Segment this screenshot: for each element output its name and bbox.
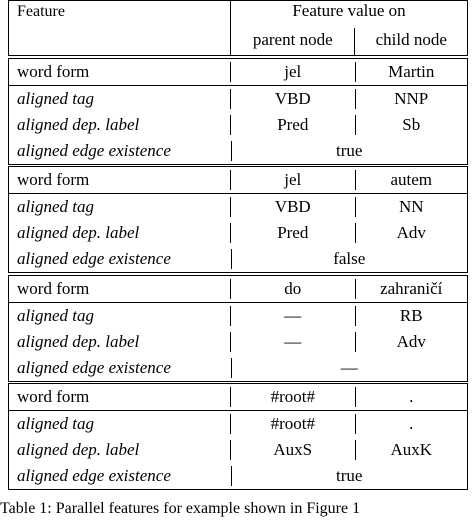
table-row bbox=[9, 437, 467, 463]
table-row bbox=[9, 167, 467, 194]
table-row bbox=[9, 355, 467, 381]
merged-value: true bbox=[231, 141, 467, 161]
parent-value: jel bbox=[230, 62, 354, 82]
table-row bbox=[9, 138, 467, 164]
child-value: Adv bbox=[355, 223, 468, 243]
row-label: aligned dep. label bbox=[17, 332, 140, 351]
child-value: . bbox=[355, 414, 468, 434]
child-value: Sb bbox=[355, 115, 468, 135]
merged-value: true bbox=[231, 466, 467, 486]
row-label: aligned tag bbox=[17, 89, 94, 108]
table-row bbox=[9, 329, 467, 355]
row-label: aligned tag bbox=[17, 414, 94, 433]
table-header bbox=[8, 0, 468, 56]
child-value: NNP bbox=[355, 89, 468, 109]
parent-value: do bbox=[230, 279, 354, 299]
table-block-4 bbox=[8, 383, 468, 490]
parent-value: Pred bbox=[230, 115, 354, 135]
row-label: word form bbox=[17, 62, 90, 81]
header-feature: Feature bbox=[17, 3, 65, 20]
parent-value: VBD bbox=[230, 89, 354, 109]
row-label: aligned edge existence bbox=[17, 249, 171, 268]
row-label: aligned edge existence bbox=[17, 466, 171, 485]
parent-value: — bbox=[230, 332, 354, 352]
header-parent: parent node bbox=[252, 30, 333, 49]
child-value: Adv bbox=[355, 332, 468, 352]
parent-value: #root# bbox=[230, 414, 354, 434]
parent-value: jel bbox=[230, 170, 354, 190]
row-label: aligned dep. label bbox=[17, 440, 140, 459]
row-label: aligned tag bbox=[17, 197, 94, 216]
header-child: child node bbox=[354, 28, 467, 55]
parent-value: VBD bbox=[230, 197, 354, 217]
child-value: autem bbox=[355, 170, 468, 190]
row-label: aligned edge existence bbox=[17, 358, 171, 377]
table-row bbox=[9, 86, 467, 112]
child-value: . bbox=[355, 387, 468, 407]
child-value: NN bbox=[355, 197, 468, 217]
table-row bbox=[9, 411, 467, 437]
parent-value: Pred bbox=[230, 223, 354, 243]
table-row bbox=[9, 463, 467, 489]
table-row bbox=[9, 59, 467, 86]
header-value-group bbox=[230, 1, 467, 55]
table-block-1 bbox=[8, 58, 468, 165]
parent-value: AuxS bbox=[230, 440, 354, 460]
row-label: aligned dep. label bbox=[17, 115, 140, 134]
parent-value: — bbox=[230, 306, 354, 326]
child-value: AuxK bbox=[355, 440, 468, 460]
table-row bbox=[9, 194, 467, 220]
child-value: Martin bbox=[355, 62, 468, 82]
table-row bbox=[9, 220, 467, 246]
row-label: aligned tag bbox=[17, 306, 94, 325]
table-row bbox=[9, 303, 467, 329]
table-row bbox=[9, 246, 467, 272]
row-label: word form bbox=[17, 170, 90, 189]
parent-value: #root# bbox=[230, 387, 354, 407]
table-block-3 bbox=[8, 275, 468, 382]
row-label: aligned dep. label bbox=[17, 223, 140, 242]
merged-value: — bbox=[231, 358, 467, 378]
child-value: zahraničí bbox=[355, 279, 468, 299]
table-block-2 bbox=[8, 166, 468, 273]
header-value-on: Feature value on bbox=[292, 1, 406, 20]
row-label: aligned edge existence bbox=[17, 141, 171, 160]
table-row bbox=[9, 384, 467, 411]
table-row bbox=[9, 276, 467, 303]
row-label: word form bbox=[17, 279, 90, 298]
table-row bbox=[9, 112, 467, 138]
merged-value: false bbox=[231, 249, 467, 269]
row-label: word form bbox=[17, 387, 90, 406]
child-value: RB bbox=[355, 306, 468, 326]
table-caption: Table 1: Parallel features for example shown in Figure 1 bbox=[0, 500, 361, 517]
